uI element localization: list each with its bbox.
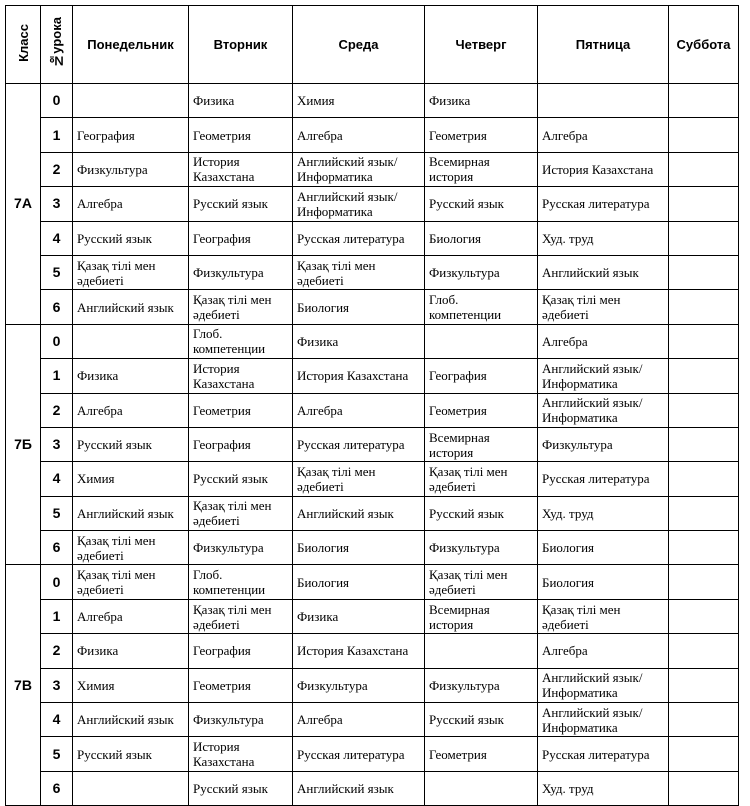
lesson-number-cell: 4 bbox=[41, 221, 73, 255]
subject-cell-tuesday: География bbox=[189, 634, 293, 668]
subject-cell-thursday: Қазақ тілі мен әдебиеті bbox=[425, 565, 538, 599]
subject-cell-saturday bbox=[669, 393, 739, 427]
subject-cell-tuesday: Русский язык bbox=[189, 462, 293, 496]
subject-cell-wednesday: Английский язык bbox=[293, 771, 425, 805]
subject-cell-monday bbox=[73, 324, 189, 358]
subject-cell-monday bbox=[73, 84, 189, 118]
subject-cell-saturday bbox=[669, 565, 739, 599]
subject-cell-tuesday: Физкультура bbox=[189, 531, 293, 565]
header-tuesday: Вторник bbox=[189, 6, 293, 84]
subject-cell-saturday bbox=[669, 703, 739, 737]
header-monday: Понедельник bbox=[73, 6, 189, 84]
subject-cell-saturday bbox=[669, 634, 739, 668]
subject-cell-friday: Русская литература bbox=[538, 187, 669, 221]
table-row bbox=[6, 118, 739, 152]
subject-cell-wednesday: Алгебра bbox=[293, 118, 425, 152]
subject-cell-monday: Химия bbox=[73, 462, 189, 496]
subject-cell-friday: Английский язык/ Информатика bbox=[538, 359, 669, 393]
subject-cell-wednesday: Алгебра bbox=[293, 703, 425, 737]
subject-cell-tuesday: Глоб. компетенции bbox=[189, 565, 293, 599]
subject-cell-saturday bbox=[669, 324, 739, 358]
table-row bbox=[6, 427, 739, 461]
subject-cell-saturday bbox=[669, 462, 739, 496]
subject-cell-monday: Английский язык bbox=[73, 703, 189, 737]
subject-cell-wednesday: Английский язык bbox=[293, 496, 425, 530]
lesson-number-cell: 4 bbox=[41, 703, 73, 737]
subject-cell-thursday: Глоб. компетенции bbox=[425, 290, 538, 324]
subject-cell-tuesday: История Казахстана bbox=[189, 359, 293, 393]
lesson-number-cell: 5 bbox=[41, 496, 73, 530]
subject-cell-friday: Английский язык/ Информатика bbox=[538, 393, 669, 427]
lesson-number-cell: 0 bbox=[41, 84, 73, 118]
subject-cell-friday: Алгебра bbox=[538, 118, 669, 152]
subject-cell-wednesday: Русская литература bbox=[293, 427, 425, 461]
subject-cell-wednesday: История Казахстана bbox=[293, 634, 425, 668]
subject-cell-wednesday: Химия bbox=[293, 84, 425, 118]
subject-cell-friday: Английский язык/ Информатика bbox=[538, 668, 669, 702]
subject-cell-thursday: Всемирная история bbox=[425, 152, 538, 186]
subject-cell-saturday bbox=[669, 599, 739, 633]
table-row bbox=[6, 668, 739, 702]
class-name-cell: 7В bbox=[6, 565, 41, 806]
subject-cell-monday: Русский язык bbox=[73, 427, 189, 461]
subject-cell-monday: Английский язык bbox=[73, 496, 189, 530]
subject-cell-tuesday: Геометрия bbox=[189, 118, 293, 152]
subject-cell-friday: Қазақ тілі мен әдебиеті bbox=[538, 290, 669, 324]
header-wednesday: Среда bbox=[293, 6, 425, 84]
subject-cell-thursday: Биология bbox=[425, 221, 538, 255]
header-lesson-number: №урока bbox=[41, 6, 73, 84]
lesson-number-cell: 2 bbox=[41, 634, 73, 668]
subject-cell-thursday: Русский язык bbox=[425, 703, 538, 737]
subject-cell-tuesday: История Казахстана bbox=[189, 152, 293, 186]
subject-cell-monday: Қазақ тілі мен әдебиеті bbox=[73, 531, 189, 565]
subject-cell-thursday: Физкультура bbox=[425, 531, 538, 565]
subject-cell-thursday bbox=[425, 771, 538, 805]
subject-cell-saturday bbox=[669, 255, 739, 289]
subject-cell-friday: Физкультура bbox=[538, 427, 669, 461]
subject-cell-monday: Физика bbox=[73, 634, 189, 668]
lesson-number-cell: 4 bbox=[41, 462, 73, 496]
subject-cell-friday: Алгебра bbox=[538, 634, 669, 668]
subject-cell-monday: Русский язык bbox=[73, 221, 189, 255]
subject-cell-wednesday: Физкультура bbox=[293, 668, 425, 702]
lesson-number-cell: 3 bbox=[41, 187, 73, 221]
subject-cell-wednesday: Английский язык/ Информатика bbox=[293, 187, 425, 221]
class-name-cell: 7Б bbox=[6, 324, 41, 565]
subject-cell-thursday: Всемирная история bbox=[425, 599, 538, 633]
lesson-number-cell: 0 bbox=[41, 324, 73, 358]
subject-cell-monday: География bbox=[73, 118, 189, 152]
lesson-number-cell: 3 bbox=[41, 427, 73, 461]
subject-cell-thursday: Геометрия bbox=[425, 393, 538, 427]
subject-cell-thursday: Физика bbox=[425, 84, 538, 118]
table-row bbox=[6, 290, 739, 324]
table-row bbox=[6, 599, 739, 633]
subject-cell-thursday: Геометрия bbox=[425, 118, 538, 152]
subject-cell-friday: Қазақ тілі мен әдебиеті bbox=[538, 599, 669, 633]
subject-cell-monday bbox=[73, 771, 189, 805]
subject-cell-tuesday: История Казахстана bbox=[189, 737, 293, 771]
lesson-number-cell: 1 bbox=[41, 118, 73, 152]
subject-cell-wednesday: Физика bbox=[293, 599, 425, 633]
subject-cell-thursday: Всемирная история bbox=[425, 427, 538, 461]
table-row bbox=[6, 462, 739, 496]
subject-cell-saturday bbox=[669, 531, 739, 565]
subject-cell-thursday: Физкультура bbox=[425, 255, 538, 289]
subject-cell-wednesday: Биология bbox=[293, 531, 425, 565]
subject-cell-saturday bbox=[669, 771, 739, 805]
subject-cell-tuesday: География bbox=[189, 221, 293, 255]
subject-cell-wednesday: Английский язык/ Информатика bbox=[293, 152, 425, 186]
subject-cell-thursday: Русский язык bbox=[425, 496, 538, 530]
table-row bbox=[6, 152, 739, 186]
lesson-number-cell: 3 bbox=[41, 668, 73, 702]
table-row bbox=[6, 496, 739, 530]
subject-cell-wednesday: Физика bbox=[293, 324, 425, 358]
subject-cell-friday: Биология bbox=[538, 565, 669, 599]
table-row bbox=[6, 703, 739, 737]
subject-cell-tuesday: Қазақ тілі мен әдебиеті bbox=[189, 599, 293, 633]
subject-cell-friday: Худ. труд bbox=[538, 221, 669, 255]
subject-cell-monday: Алгебра bbox=[73, 393, 189, 427]
subject-cell-tuesday: Русский язык bbox=[189, 187, 293, 221]
subject-cell-tuesday: Глоб. компетенции bbox=[189, 324, 293, 358]
subject-cell-tuesday: Русский язык bbox=[189, 771, 293, 805]
lesson-number-cell: 0 bbox=[41, 565, 73, 599]
subject-cell-friday: Худ. труд bbox=[538, 496, 669, 530]
subject-cell-tuesday: Физкультура bbox=[189, 703, 293, 737]
subject-cell-thursday: Геометрия bbox=[425, 737, 538, 771]
subject-cell-friday bbox=[538, 84, 669, 118]
subject-cell-tuesday: Геометрия bbox=[189, 393, 293, 427]
subject-cell-saturday bbox=[669, 221, 739, 255]
lesson-number-cell: 6 bbox=[41, 290, 73, 324]
subject-cell-tuesday: Физика bbox=[189, 84, 293, 118]
lesson-number-cell: 6 bbox=[41, 531, 73, 565]
table-row bbox=[6, 255, 739, 289]
table-row bbox=[6, 634, 739, 668]
subject-cell-monday: Қазақ тілі мен әдебиеті bbox=[73, 255, 189, 289]
subject-cell-thursday: Физкультура bbox=[425, 668, 538, 702]
lesson-number-cell: 6 bbox=[41, 771, 73, 805]
subject-cell-saturday bbox=[669, 118, 739, 152]
subject-cell-monday: Английский язык bbox=[73, 290, 189, 324]
subject-cell-friday: Русская литература bbox=[538, 737, 669, 771]
header-thursday: Четверг bbox=[425, 6, 538, 84]
subject-cell-wednesday: Қазақ тілі мен әдебиеті bbox=[293, 462, 425, 496]
subject-cell-monday: Физкультура bbox=[73, 152, 189, 186]
header-class: Класс bbox=[6, 6, 41, 84]
lesson-number-cell: 1 bbox=[41, 359, 73, 393]
subject-cell-monday: Химия bbox=[73, 668, 189, 702]
table-row bbox=[6, 771, 739, 805]
subject-cell-monday: Алгебра bbox=[73, 187, 189, 221]
subject-cell-wednesday: Русская литература bbox=[293, 737, 425, 771]
subject-cell-friday: Алгебра bbox=[538, 324, 669, 358]
subject-cell-monday: Русский язык bbox=[73, 737, 189, 771]
subject-cell-thursday bbox=[425, 634, 538, 668]
subject-cell-saturday bbox=[669, 152, 739, 186]
subject-cell-wednesday: История Казахстана bbox=[293, 359, 425, 393]
subject-cell-monday: Қазақ тілі мен әдебиеті bbox=[73, 565, 189, 599]
subject-cell-thursday: Қазақ тілі мен әдебиеті bbox=[425, 462, 538, 496]
lesson-number-cell: 1 bbox=[41, 599, 73, 633]
subject-cell-monday: Алгебра bbox=[73, 599, 189, 633]
subject-cell-friday: Биология bbox=[538, 531, 669, 565]
subject-cell-saturday bbox=[669, 359, 739, 393]
lesson-number-cell: 2 bbox=[41, 393, 73, 427]
table-row bbox=[6, 187, 739, 221]
lesson-number-cell: 2 bbox=[41, 152, 73, 186]
table-row bbox=[6, 359, 739, 393]
subject-cell-saturday bbox=[669, 187, 739, 221]
subject-cell-thursday: География bbox=[425, 359, 538, 393]
table-row bbox=[6, 393, 739, 427]
schedule-table bbox=[5, 5, 739, 806]
header-friday: Пятница bbox=[538, 6, 669, 84]
subject-cell-tuesday: География bbox=[189, 427, 293, 461]
subject-cell-tuesday: Қазақ тілі мен әдебиеті bbox=[189, 290, 293, 324]
subject-cell-saturday bbox=[669, 84, 739, 118]
table-row bbox=[6, 737, 739, 771]
subject-cell-saturday bbox=[669, 290, 739, 324]
subject-cell-saturday bbox=[669, 737, 739, 771]
subject-cell-wednesday: Қазақ тілі мен әдебиеті bbox=[293, 255, 425, 289]
subject-cell-tuesday: Геометрия bbox=[189, 668, 293, 702]
subject-cell-friday: Английский язык bbox=[538, 255, 669, 289]
subject-cell-saturday bbox=[669, 668, 739, 702]
subject-cell-tuesday: Қазақ тілі мен әдебиеті bbox=[189, 496, 293, 530]
subject-cell-friday: История Казахстана bbox=[538, 152, 669, 186]
table-row bbox=[6, 84, 739, 118]
subject-cell-thursday bbox=[425, 324, 538, 358]
subject-cell-saturday bbox=[669, 496, 739, 530]
subject-cell-wednesday: Биология bbox=[293, 290, 425, 324]
table-row bbox=[6, 531, 739, 565]
subject-cell-friday: Худ. труд bbox=[538, 771, 669, 805]
class-name-cell: 7А bbox=[6, 84, 41, 325]
subject-cell-wednesday: Алгебра bbox=[293, 393, 425, 427]
header-row bbox=[6, 6, 739, 84]
subject-cell-monday: Физика bbox=[73, 359, 189, 393]
header-saturday: Суббота bbox=[669, 6, 739, 84]
table-row bbox=[6, 324, 739, 358]
schedule-body bbox=[6, 84, 739, 806]
lesson-number-cell: 5 bbox=[41, 737, 73, 771]
subject-cell-wednesday: Биология bbox=[293, 565, 425, 599]
subject-cell-thursday: Русский язык bbox=[425, 187, 538, 221]
subject-cell-saturday bbox=[669, 427, 739, 461]
subject-cell-friday: Английский язык/ Информатика bbox=[538, 703, 669, 737]
subject-cell-tuesday: Физкультура bbox=[189, 255, 293, 289]
table-row bbox=[6, 565, 739, 599]
subject-cell-wednesday: Русская литература bbox=[293, 221, 425, 255]
lesson-number-cell: 5 bbox=[41, 255, 73, 289]
subject-cell-friday: Русская литература bbox=[538, 462, 669, 496]
table-row bbox=[6, 221, 739, 255]
